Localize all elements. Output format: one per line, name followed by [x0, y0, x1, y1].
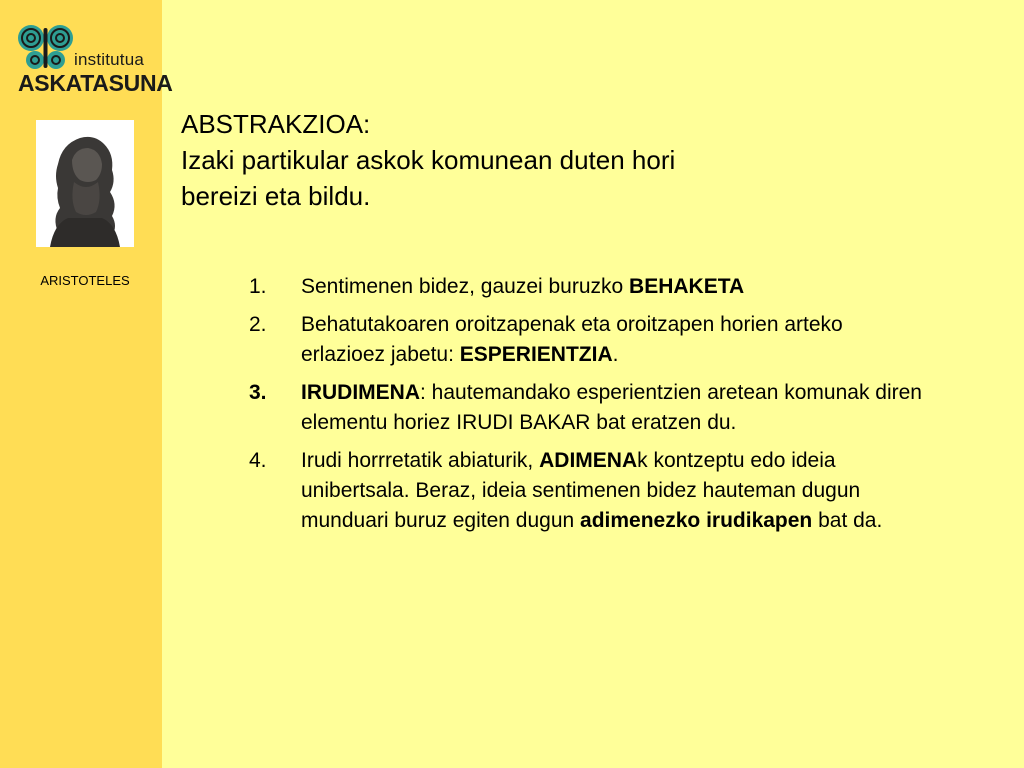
list-item — [249, 446, 929, 536]
list-number: 2. — [249, 313, 267, 336]
list-keyword: adimenezko irudikapen — [580, 509, 813, 532]
list-text: : hautemandako esperientzien aretean komunak diren elementu horiez IRUDI BAKAR bat eratzen du. — [301, 381, 922, 434]
heading-definition-line-1: Izaki partikular askok komunean duten hori — [181, 145, 676, 175]
list-keyword: IRUDIMENA — [301, 381, 420, 404]
aristotle-portrait — [36, 120, 134, 247]
list-keyword: ADIMENA — [539, 449, 638, 472]
list-item — [249, 378, 929, 438]
list-keyword: ESPERIENTZIA — [459, 343, 613, 366]
heading-definition-line-2: bereizi eta bildu. — [181, 181, 371, 211]
slide-heading — [181, 106, 881, 214]
list-text: k kontzeptu edo ideia unibertsala. Beraz, ideia sentimenen bidez hauteman dugun munduari buruz egiten dugun — [301, 449, 861, 532]
heading-title: ABSTRAKZIOA: — [181, 109, 371, 139]
list-text: Irudi horrretatik abiaturik, — [301, 449, 540, 472]
list-item — [249, 310, 929, 370]
logo-small-text: institutua — [74, 50, 145, 69]
sidebar — [0, 0, 173, 768]
portrait-caption: ARISTOTELES — [40, 273, 130, 288]
list-text: Sentimenen bidez, gauzei buruzko — [301, 275, 630, 298]
list-item — [249, 272, 929, 302]
institute-logo — [14, 22, 173, 100]
list-text: Behatutakoaren oroitzapenak eta oroitzapen horien arteko erlazioez jabetu: — [301, 313, 843, 366]
list-number: 4. — [249, 449, 267, 472]
list-number: 3. — [249, 381, 267, 404]
list-keyword: BEHAKETA — [629, 275, 745, 298]
logo-big-text: ASKATASUNA — [18, 70, 173, 96]
list-text: . — [612, 343, 619, 366]
numbered-list — [249, 272, 929, 544]
list-number: 1. — [249, 275, 267, 298]
list-text: bat da. — [812, 509, 883, 532]
